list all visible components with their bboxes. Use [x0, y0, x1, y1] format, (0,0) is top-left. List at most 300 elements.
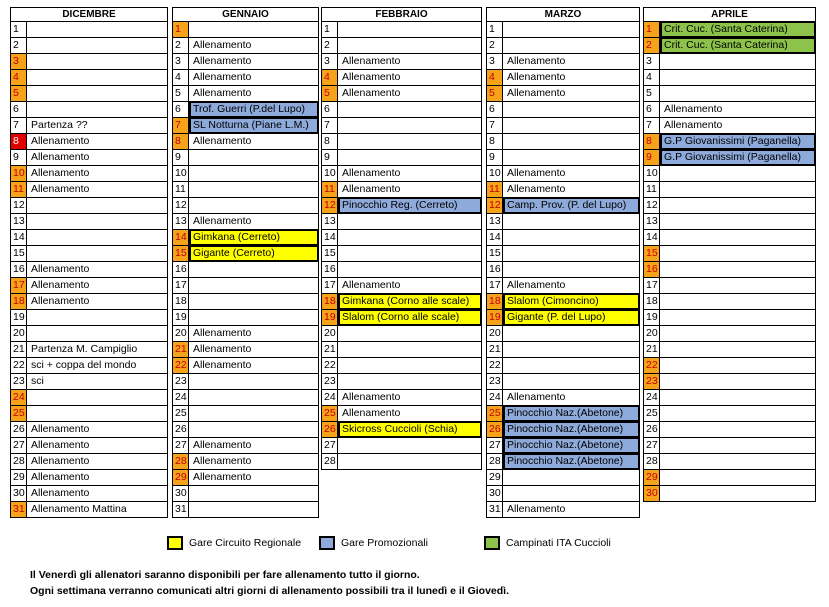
day-activity: [190, 22, 318, 37]
day-row: [10, 278, 168, 294]
day-number: 5: [173, 86, 189, 101]
day-activity: [504, 486, 639, 501]
day-number: 24: [173, 390, 189, 405]
day-row: [321, 246, 482, 262]
day-row: [486, 502, 640, 518]
day-row: [486, 374, 640, 390]
month-header: GENNAIO: [172, 7, 319, 22]
day-activity: Allenamento: [193, 135, 252, 147]
day-row: [486, 86, 640, 102]
day-number: 25: [11, 406, 27, 421]
day-row: [172, 70, 319, 86]
day-number: 9: [11, 150, 27, 165]
day-activity: [28, 70, 167, 85]
day-row: [10, 374, 168, 390]
day-number: 1: [487, 22, 503, 37]
day-activity: [661, 262, 815, 277]
day-activity: [339, 342, 481, 357]
day-row: [321, 374, 482, 390]
day-row: [172, 358, 319, 374]
day-number: 19: [322, 310, 338, 325]
day-activity: Allenamento: [507, 279, 566, 291]
day-number: 22: [173, 358, 189, 373]
day-activity: [339, 438, 481, 453]
day-row: [172, 134, 319, 150]
day-row: [643, 102, 816, 118]
day-activity: [504, 246, 639, 261]
day-number: 4: [644, 70, 660, 85]
day-row: [643, 54, 816, 70]
day-row: [321, 38, 482, 54]
day-row: [10, 470, 168, 486]
month-column-febbraio: [321, 7, 482, 477]
event-blue: SL Notturna (Piane L.M.): [190, 118, 318, 133]
event-blue: Pinocchio Naz.(Abetone): [504, 454, 639, 469]
day-number: 1: [644, 22, 660, 37]
day-number: 18: [644, 294, 660, 309]
day-activity: Partenza ??: [31, 119, 88, 131]
day-row: [10, 38, 168, 54]
day-activity: [28, 22, 167, 37]
day-row: [486, 486, 640, 502]
day-row: [643, 422, 816, 438]
day-number: 26: [173, 422, 189, 437]
day-number: 26: [644, 422, 660, 437]
event-yellow: Gimkana (Cerreto): [190, 230, 318, 245]
day-row: [172, 310, 319, 326]
day-number: 8: [487, 134, 503, 149]
day-activity: Allenamento: [31, 151, 90, 163]
day-number: 18: [11, 294, 27, 309]
day-row: [486, 118, 640, 134]
day-row: [486, 422, 640, 438]
day-activity: Allenamento: [31, 183, 90, 195]
day-row: [321, 422, 482, 438]
day-activity: [661, 214, 815, 229]
event-blue: Pinocchio Naz.(Abetone): [504, 438, 639, 453]
day-number: 7: [487, 118, 503, 133]
day-activity: [28, 310, 167, 325]
day-activity: [661, 342, 815, 357]
day-activity: [339, 262, 481, 277]
day-activity: [28, 54, 167, 69]
day-activity: Allenamento: [193, 87, 252, 99]
day-row: [643, 70, 816, 86]
day-number: 23: [173, 374, 189, 389]
day-row: [486, 438, 640, 454]
day-number: 26: [11, 422, 27, 437]
day-row: [486, 294, 640, 310]
event-yellow: Gigante (Cerreto): [190, 246, 318, 261]
day-row: [486, 54, 640, 70]
day-row: [321, 214, 482, 230]
day-activity: Allenamento: [193, 439, 252, 451]
day-activity: [661, 230, 815, 245]
day-row: [172, 38, 319, 54]
day-number: 14: [644, 230, 660, 245]
day-number: 17: [11, 278, 27, 293]
day-row: [321, 230, 482, 246]
day-number: 1: [322, 22, 338, 37]
day-number: 18: [173, 294, 189, 309]
day-activity: Allenamento: [31, 471, 90, 483]
day-activity: Allenamento: [507, 167, 566, 179]
day-row: [10, 294, 168, 310]
day-number: 19: [11, 310, 27, 325]
day-activity: Allenamento: [193, 327, 252, 339]
day-number: 9: [487, 150, 503, 165]
day-number: 6: [644, 102, 660, 117]
day-row: [321, 134, 482, 150]
day-row: [10, 502, 168, 518]
day-row: [643, 214, 816, 230]
day-activity: [28, 390, 167, 405]
day-row: [10, 454, 168, 470]
day-number: 29: [644, 470, 660, 485]
day-row: [10, 358, 168, 374]
day-activity: [661, 358, 815, 373]
day-row: [486, 470, 640, 486]
day-number: 31: [173, 502, 189, 517]
day-number: 20: [11, 326, 27, 341]
day-number: 27: [11, 438, 27, 453]
legend-label: Gare Circuito Regionale: [189, 537, 302, 549]
day-activity: [190, 422, 318, 437]
day-number: 7: [11, 118, 27, 133]
day-activity: Allenamento: [31, 487, 90, 499]
month-header: MARZO: [486, 7, 640, 22]
day-row: [321, 438, 482, 454]
day-activity: [661, 54, 815, 69]
day-row: [172, 198, 319, 214]
day-activity: [504, 230, 639, 245]
day-row: [10, 22, 168, 38]
day-number: 9: [322, 150, 338, 165]
day-activity: [504, 118, 639, 133]
day-row: [172, 22, 319, 38]
day-row: [486, 454, 640, 470]
day-number: 28: [11, 454, 27, 469]
day-activity: Allenamento: [342, 407, 401, 419]
day-activity: [339, 374, 481, 389]
day-row: [321, 118, 482, 134]
day-number: 13: [487, 214, 503, 229]
event-blue: Pinocchio Reg. (Cerreto): [339, 198, 481, 213]
day-row: [172, 342, 319, 358]
day-row: [486, 38, 640, 54]
day-row: [172, 502, 319, 518]
day-number: 4: [11, 70, 27, 85]
day-number: 2: [322, 38, 338, 53]
day-number: 15: [644, 246, 660, 261]
day-activity: [28, 102, 167, 117]
day-number: 4: [322, 70, 338, 85]
day-row: [643, 22, 816, 38]
day-activity: sci: [31, 375, 44, 387]
day-activity: [661, 166, 815, 181]
day-row: [643, 246, 816, 262]
day-row: [172, 406, 319, 422]
day-number: 22: [11, 358, 27, 373]
day-number: 15: [487, 246, 503, 261]
day-number: 17: [173, 278, 189, 293]
day-activity: [504, 262, 639, 277]
day-row: [643, 342, 816, 358]
day-row: [486, 342, 640, 358]
day-row: [10, 326, 168, 342]
day-activity: Allenamento: [342, 391, 401, 403]
day-activity: [661, 390, 815, 405]
day-number: 13: [322, 214, 338, 229]
day-activity: Allenamento: [342, 71, 401, 83]
day-number: 28: [644, 454, 660, 469]
event-yellow: Gigante (P. del Lupo): [504, 310, 639, 325]
day-number: 28: [322, 454, 338, 469]
day-number: 3: [173, 54, 189, 69]
day-number: 30: [11, 486, 27, 501]
event-green: Crit. Cuc. (Santa Caterina): [661, 38, 815, 53]
day-activity: [190, 390, 318, 405]
day-row: [486, 406, 640, 422]
day-number: 3: [487, 54, 503, 69]
day-row: [643, 486, 816, 502]
day-number: 24: [11, 390, 27, 405]
day-number: 28: [487, 454, 503, 469]
day-row: [172, 326, 319, 342]
day-number: 24: [487, 390, 503, 405]
day-activity: Partenza M. Campiglio: [31, 343, 138, 355]
day-row: [10, 422, 168, 438]
day-row: [10, 54, 168, 70]
day-number: 23: [487, 374, 503, 389]
day-row: [643, 150, 816, 166]
day-number: 8: [322, 134, 338, 149]
day-number: 2: [11, 38, 27, 53]
day-activity: Allenamento: [193, 55, 252, 67]
day-activity: [661, 406, 815, 421]
day-number: 22: [487, 358, 503, 373]
day-row: [643, 374, 816, 390]
day-number: 15: [11, 246, 27, 261]
day-row: [172, 294, 319, 310]
month-header: FEBBRAIO: [321, 7, 482, 22]
day-activity: Allenamento: [507, 87, 566, 99]
event-yellow: Gimkana (Corno alle scale): [339, 294, 481, 309]
day-activity: [339, 358, 481, 373]
day-row: [10, 230, 168, 246]
day-number: 10: [487, 166, 503, 181]
day-row: [172, 422, 319, 438]
day-activity: Allenamento: [31, 167, 90, 179]
day-number: 24: [322, 390, 338, 405]
day-row: [321, 86, 482, 102]
day-number: 23: [11, 374, 27, 389]
day-activity: [504, 470, 639, 485]
day-number: 26: [487, 422, 503, 437]
day-row: [486, 278, 640, 294]
day-number: 27: [487, 438, 503, 453]
day-number: 1: [11, 22, 27, 37]
day-number: 13: [173, 214, 189, 229]
day-activity: [661, 326, 815, 341]
day-row: [643, 438, 816, 454]
day-row: [10, 406, 168, 422]
day-row: [486, 326, 640, 342]
day-row: [172, 438, 319, 454]
day-number: 5: [11, 86, 27, 101]
day-row: [172, 214, 319, 230]
day-activity: [339, 214, 481, 229]
day-row: [172, 118, 319, 134]
day-row: [321, 182, 482, 198]
day-number: 21: [173, 342, 189, 357]
day-activity: Allenamento: [507, 183, 566, 195]
day-activity: Allenamento: [31, 455, 90, 467]
day-number: 2: [644, 38, 660, 53]
day-activity: [339, 326, 481, 341]
day-activity: Allenamento: [193, 455, 252, 467]
day-number: 16: [322, 262, 338, 277]
day-activity: [661, 294, 815, 309]
day-activity: [190, 278, 318, 293]
day-row: [172, 262, 319, 278]
day-activity: [339, 22, 481, 37]
day-activity: [28, 86, 167, 101]
day-number: 12: [11, 198, 27, 213]
day-activity: Allenamento: [664, 119, 723, 131]
day-activity: [190, 486, 318, 501]
day-activity: [504, 22, 639, 37]
day-row: [321, 342, 482, 358]
day-number: 10: [11, 166, 27, 181]
month-column-gennaio: [172, 7, 319, 525]
day-activity: [28, 406, 167, 421]
day-number: 4: [173, 70, 189, 85]
day-row: [486, 22, 640, 38]
day-row: [172, 150, 319, 166]
day-number: 17: [644, 278, 660, 293]
day-number: 25: [322, 406, 338, 421]
day-number: 16: [11, 262, 27, 277]
day-activity: [339, 102, 481, 117]
day-number: 27: [173, 438, 189, 453]
day-row: [486, 390, 640, 406]
day-number: 26: [322, 422, 338, 437]
day-number: 14: [322, 230, 338, 245]
day-number: 21: [644, 342, 660, 357]
day-number: 11: [11, 182, 27, 197]
day-activity: [190, 374, 318, 389]
day-activity: Allenamento: [31, 135, 90, 147]
day-row: [321, 166, 482, 182]
day-row: [172, 102, 319, 118]
day-activity: Allenamento: [31, 263, 90, 275]
day-row: [643, 294, 816, 310]
day-activity: [190, 310, 318, 325]
day-row: [172, 486, 319, 502]
day-number: 30: [173, 486, 189, 501]
day-number: 1: [173, 22, 189, 37]
day-number: 30: [487, 486, 503, 501]
day-row: [10, 166, 168, 182]
day-activity: [661, 438, 815, 453]
day-number: 5: [322, 86, 338, 101]
day-row: [321, 54, 482, 70]
legend-swatch: [319, 536, 335, 550]
day-number: 3: [322, 54, 338, 69]
day-row: [10, 486, 168, 502]
day-activity: sci + coppa del mondo: [31, 359, 137, 371]
day-activity: Allenamento: [507, 71, 566, 83]
day-number: 28: [173, 454, 189, 469]
day-row: [643, 310, 816, 326]
day-number: 20: [322, 326, 338, 341]
day-row: [643, 470, 816, 486]
day-number: 3: [11, 54, 27, 69]
month-header: APRILE: [643, 7, 816, 22]
day-number: 21: [322, 342, 338, 357]
day-number: 9: [173, 150, 189, 165]
day-number: 10: [644, 166, 660, 181]
day-number: 21: [11, 342, 27, 357]
day-activity: [504, 134, 639, 149]
day-row: [10, 102, 168, 118]
day-activity: Allenamento: [342, 167, 401, 179]
day-row: [321, 310, 482, 326]
day-number: 20: [173, 326, 189, 341]
day-activity: [504, 342, 639, 357]
day-number: 8: [11, 134, 27, 149]
day-row: [10, 246, 168, 262]
day-row: [643, 182, 816, 198]
day-activity: [661, 278, 815, 293]
day-row: [643, 406, 816, 422]
day-number: 25: [487, 406, 503, 421]
day-row: [10, 438, 168, 454]
day-number: 16: [644, 262, 660, 277]
day-row: [643, 134, 816, 150]
day-number: 5: [644, 86, 660, 101]
day-row: [643, 86, 816, 102]
day-row: [172, 54, 319, 70]
day-number: 27: [322, 438, 338, 453]
day-number: 22: [322, 358, 338, 373]
day-activity: [339, 454, 481, 469]
day-row: [10, 150, 168, 166]
day-number: 27: [644, 438, 660, 453]
day-number: 10: [322, 166, 338, 181]
day-activity: Allenamento: [31, 423, 90, 435]
day-row: [486, 182, 640, 198]
day-activity: [661, 422, 815, 437]
day-number: 30: [644, 486, 660, 501]
day-number: 14: [11, 230, 27, 245]
day-row: [321, 390, 482, 406]
day-activity: [190, 502, 318, 517]
day-row: [486, 358, 640, 374]
day-number: 8: [173, 134, 189, 149]
day-number: 7: [173, 118, 189, 133]
day-number: 16: [173, 262, 189, 277]
day-row: [643, 454, 816, 470]
event-blue: Camp. Prov. (P. del Lupo): [504, 198, 639, 213]
day-row: [643, 198, 816, 214]
day-row: [172, 86, 319, 102]
day-row: [486, 246, 640, 262]
day-row: [10, 86, 168, 102]
note-friday: Il Venerdì gli allenatori saranno disponibili per fare allenamento tutto il giorno.: [30, 569, 420, 581]
day-activity: [661, 86, 815, 101]
